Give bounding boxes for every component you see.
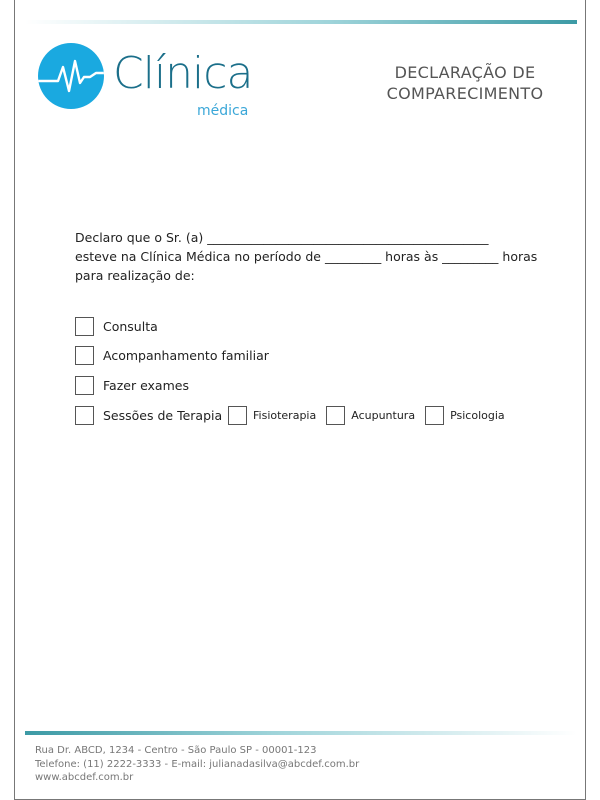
footer-accent-bar (25, 731, 577, 735)
document-title (365, 62, 565, 104)
checkbox-acompanhamento[interactable] (75, 346, 94, 365)
sub-option-fisioterapia (228, 406, 316, 425)
header-accent-bar (25, 20, 577, 24)
sub-option-label: Psicologia (450, 408, 505, 422)
option-label: Fazer exames (103, 377, 189, 393)
option-label: Acompanhamento familiar (103, 347, 269, 363)
declaration-line-1: Declaro que o Sr. (a) _____________________________________________ (75, 230, 489, 245)
checkbox-psicologia[interactable] (425, 406, 444, 425)
checkbox-consulta[interactable] (75, 317, 94, 336)
sub-option-label: Acupuntura (351, 408, 416, 422)
declaration-text (75, 228, 545, 285)
footer-address: Rua Dr. ABCD, 1234 - Centro - São Paulo SP - 00001-123 (35, 745, 317, 756)
sub-option-label: Fisioterapia (253, 408, 317, 422)
checkbox-acupuntura[interactable] (326, 406, 345, 425)
heartbeat-logo-icon (38, 43, 104, 109)
declaration-line-2: esteve na Clínica Médica no período de _________ horas às _________ horas (75, 249, 538, 264)
option-consulta (75, 315, 158, 337)
sub-option-psicologia (425, 406, 505, 425)
option-label: Consulta (103, 318, 158, 334)
footer (35, 744, 575, 785)
option-acompanhamento (75, 344, 269, 366)
checkbox-terapia[interactable] (75, 406, 94, 425)
brand-name: Clínica (113, 48, 253, 99)
sub-option-acupuntura (326, 406, 415, 425)
footer-contact: Telefone: (11) 2222-3333 - E-mail: julianadasilva@abcdef.com.br (35, 758, 360, 770)
checkbox-exames[interactable] (75, 376, 94, 395)
footer-website: www.abcdef.com.br (35, 772, 134, 783)
therapy-sub-options (228, 404, 515, 426)
document-page (14, 0, 586, 800)
title-line-1: DECLARAÇÃO DE (394, 63, 536, 82)
option-label: Sessões de Terapia (103, 407, 223, 423)
checkbox-fisioterapia[interactable] (228, 406, 247, 425)
option-exames (75, 374, 189, 396)
title-line-2: COMPARECIMENTO (386, 84, 544, 103)
brand-subtitle: médica (197, 103, 249, 119)
declaration-line-3: para realização de: (75, 268, 195, 283)
option-terapia (75, 404, 555, 426)
